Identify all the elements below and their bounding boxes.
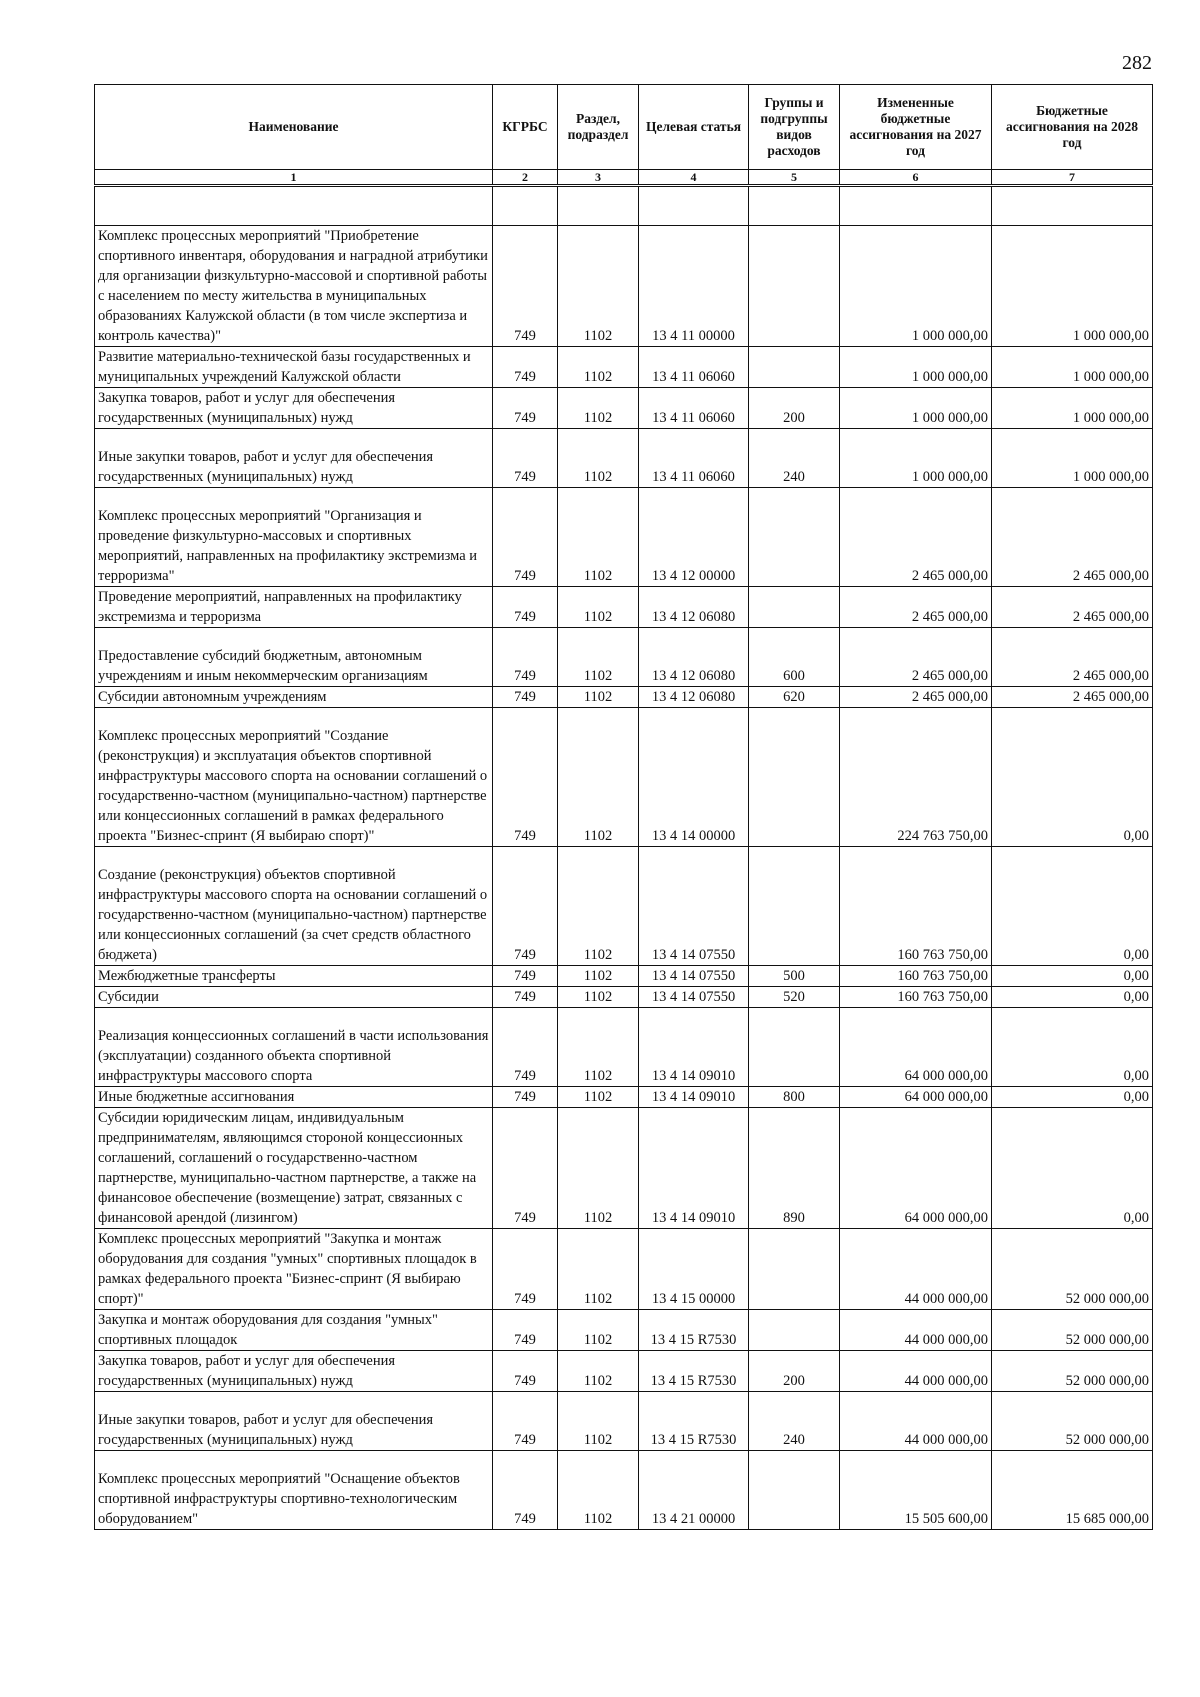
row-amount-2027: 1 000 000,00 [840,388,992,429]
row-group [749,1310,840,1351]
row-kgrbs: 749 [493,1310,558,1351]
row-kgrbs: 749 [493,429,558,488]
row-name: Закупка товаров, работ и услуг для обеспечения государственных (муниципальных) нужд [95,388,493,429]
row-amount-2028: 0,00 [992,987,1153,1008]
row-kgrbs: 749 [493,1108,558,1229]
row-group [749,226,840,347]
row-target: 13 4 14 07550 [639,847,749,966]
row-kgrbs: 749 [493,587,558,628]
row-section: 1102 [558,966,639,987]
table-body [95,186,1153,1530]
row-name: Предоставление субсидий бюджетным, автономным учреждениям и иным некоммерческим организациям [95,628,493,687]
row-amount-2027: 160 763 750,00 [840,847,992,966]
row-amount-2028: 0,00 [992,708,1153,847]
header-groups: Группы и подгруппы видов расходов [749,85,840,170]
row-target: 13 4 15 00000 [639,1229,749,1310]
row-amount-2028: 0,00 [992,1087,1153,1108]
row-amount-2028: 2 465 000,00 [992,587,1153,628]
row-section: 1102 [558,847,639,966]
row-amount-2027: 1 000 000,00 [840,226,992,347]
row-target: 13 4 12 06080 [639,587,749,628]
row-section: 1102 [558,226,639,347]
row-group [749,488,840,587]
row-amount-2028: 2 465 000,00 [992,628,1153,687]
row-amount-2027: 1 000 000,00 [840,347,992,388]
row-amount-2028: 0,00 [992,966,1153,987]
row-target: 13 4 14 07550 [639,987,749,1008]
row-section: 1102 [558,1108,639,1229]
row-target: 13 4 11 00000 [639,226,749,347]
row-amount-2028: 2 465 000,00 [992,687,1153,708]
table-row [95,628,1153,687]
row-kgrbs: 749 [493,1008,558,1087]
row-name: Субсидии [95,987,493,1008]
row-section: 1102 [558,1310,639,1351]
row-amount-2027: 44 000 000,00 [840,1229,992,1310]
row-name: Развитие материально-технической базы государственных и муниципальных учреждений Калужской области [95,347,493,388]
column-number-row [95,170,1153,186]
row-group: 200 [749,388,840,429]
table-row [95,1108,1153,1229]
row-group: 240 [749,429,840,488]
row-section: 1102 [558,429,639,488]
table-row [95,1310,1153,1351]
row-amount-2027: 2 465 000,00 [840,628,992,687]
row-amount-2027: 1 000 000,00 [840,429,992,488]
column-number: 7 [992,170,1153,186]
table-row [95,987,1153,1008]
row-name: Межбюджетные трансферты [95,966,493,987]
row-amount-2027: 2 465 000,00 [840,687,992,708]
row-amount-2028: 52 000 000,00 [992,1392,1153,1451]
row-kgrbs: 749 [493,1451,558,1530]
row-name: Субсидии юридическим лицам, индивидуальным предпринимателям, являющимся стороной концессионных соглашений, соглашений о государственно-частном партнерстве, муниципально-частном партнерстве, а также на финансовое обеспечение (возмещение) затрат, связанных с финансовой арендой (лизингом) [95,1108,493,1229]
row-amount-2027: 44 000 000,00 [840,1392,992,1451]
row-amount-2028: 2 465 000,00 [992,488,1153,587]
row-kgrbs: 749 [493,1351,558,1392]
row-name: Реализация концессионных соглашений в части использования (эксплуатации) созданного объекта спортивной инфраструктуры массового спорта [95,1008,493,1087]
budget-table [94,84,1153,1530]
row-kgrbs: 749 [493,388,558,429]
row-target: 13 4 21 00000 [639,1451,749,1530]
row-amount-2028: 52 000 000,00 [992,1229,1153,1310]
row-amount-2028: 1 000 000,00 [992,388,1153,429]
row-kgrbs: 749 [493,987,558,1008]
row-amount-2027: 64 000 000,00 [840,1008,992,1087]
row-kgrbs: 749 [493,708,558,847]
column-number: 1 [95,170,493,186]
row-group [749,708,840,847]
row-kgrbs: 749 [493,226,558,347]
row-amount-2028: 52 000 000,00 [992,1310,1153,1351]
row-amount-2027: 224 763 750,00 [840,708,992,847]
row-amount-2027: 64 000 000,00 [840,1108,992,1229]
row-group: 240 [749,1392,840,1451]
row-section: 1102 [558,708,639,847]
table-row [95,347,1153,388]
row-name: Комплекс процессных мероприятий "Приобретение спортивного инвентаря, оборудования и наградной атрибутики для организации физкультурно-массовой и спортивной работы с населением по месту жительства в муниципальных образованиях Калужской области (в том числе экспертиза и контроль качества)" [95,226,493,347]
row-section: 1102 [558,1008,639,1087]
row-target: 13 4 11 06060 [639,429,749,488]
row-section: 1102 [558,1087,639,1108]
row-amount-2028: 15 685 000,00 [992,1451,1153,1530]
row-name: Иные закупки товаров, работ и услуг для обеспечения государственных (муниципальных) нужд [95,429,493,488]
row-section: 1102 [558,628,639,687]
column-number: 2 [493,170,558,186]
row-target: 13 4 15 R7530 [639,1310,749,1351]
row-group: 600 [749,628,840,687]
row-group [749,347,840,388]
header-changed-2027: Измененные бюджетные ассигнования на 2027 год [840,85,992,170]
row-section: 1102 [558,347,639,388]
row-kgrbs: 749 [493,488,558,587]
row-group [749,847,840,966]
row-target: 13 4 14 09010 [639,1087,749,1108]
row-group [749,587,840,628]
row-section: 1102 [558,388,639,429]
table-row [95,587,1153,628]
row-group [749,1229,840,1310]
row-amount-2028: 1 000 000,00 [992,347,1153,388]
row-target: 13 4 15 R7530 [639,1392,749,1451]
table-row [95,488,1153,587]
header-name: Наименование [95,85,493,170]
row-kgrbs: 749 [493,628,558,687]
row-amount-2028: 52 000 000,00 [992,1351,1153,1392]
row-amount-2027: 44 000 000,00 [840,1351,992,1392]
page-number: 282 [1122,52,1152,74]
column-number: 4 [639,170,749,186]
row-target: 13 4 12 06080 [639,628,749,687]
row-name: Проведение мероприятий, направленных на профилактику экстремизма и терроризма [95,587,493,628]
row-section: 1102 [558,1392,639,1451]
row-name: Комплекс процессных мероприятий "Оснащение объектов спортивной инфраструктуры спортивно-технологическим оборудованием" [95,1451,493,1530]
table-row [95,687,1153,708]
header-budget-2028: Бюджетные ассигнования на 2028 год [992,85,1153,170]
row-name: Иные бюджетные ассигнования [95,1087,493,1108]
row-name: Субсидии автономным учреждениям [95,687,493,708]
row-kgrbs: 749 [493,687,558,708]
table-row [95,1008,1153,1087]
row-section: 1102 [558,488,639,587]
row-group: 800 [749,1087,840,1108]
table-row [95,388,1153,429]
row-group: 520 [749,987,840,1008]
column-number: 6 [840,170,992,186]
row-section: 1102 [558,1229,639,1310]
row-name: Закупка товаров, работ и услуг для обеспечения государственных (муниципальных) нужд [95,1351,493,1392]
table-row [95,1392,1153,1451]
row-group: 500 [749,966,840,987]
row-target: 13 4 14 07550 [639,966,749,987]
row-kgrbs: 749 [493,847,558,966]
row-amount-2027: 15 505 600,00 [840,1451,992,1530]
table-row [95,708,1153,847]
row-name: Закупка и монтаж оборудования для создания "умных" спортивных площадок [95,1310,493,1351]
table-row [95,1451,1153,1530]
row-amount-2027: 2 465 000,00 [840,587,992,628]
header-kgrbs: КГРБС [493,85,558,170]
row-target: 13 4 11 06060 [639,388,749,429]
row-amount-2028: 0,00 [992,1008,1153,1087]
row-amount-2028: 0,00 [992,1108,1153,1229]
row-target: 13 4 14 00000 [639,708,749,847]
column-number: 3 [558,170,639,186]
row-name: Комплекс процессных мероприятий "Создание (реконструкция) и эксплуатация объектов спортивной инфраструктуры массового спорта на основании соглашений о государственно-частном (муниципально-частном) партнерстве или концессионных соглашений в рамках федерального проекта "Бизнес-спринт (Я выбираю спорт)" [95,708,493,847]
row-group: 200 [749,1351,840,1392]
column-number: 5 [749,170,840,186]
row-section: 1102 [558,1351,639,1392]
row-group [749,1451,840,1530]
header-section: Раздел, подраздел [558,85,639,170]
row-amount-2027: 2 465 000,00 [840,488,992,587]
row-amount-2027: 160 763 750,00 [840,966,992,987]
row-section: 1102 [558,987,639,1008]
row-kgrbs: 749 [493,1392,558,1451]
row-name: Комплекс процессных мероприятий "Организация и проведение физкультурно-массовых и спортивных мероприятий, направленных на профилактику экстремизма и терроризма" [95,488,493,587]
row-section: 1102 [558,587,639,628]
row-kgrbs: 749 [493,1087,558,1108]
row-name: Иные закупки товаров, работ и услуг для обеспечения государственных (муниципальных) нужд [95,1392,493,1451]
row-kgrbs: 749 [493,1229,558,1310]
row-group: 620 [749,687,840,708]
table-row [95,966,1153,987]
row-kgrbs: 749 [493,347,558,388]
row-target: 13 4 15 R7530 [639,1351,749,1392]
table-row [95,1087,1153,1108]
row-name: Создание (реконструкция) объектов спортивной инфраструктуры массового спорта на основании соглашений о государственно-частном (муниципально-частном) партнерстве или концессионных соглашений (за счет средств областного бюджета) [95,847,493,966]
table-row [95,1229,1153,1310]
table-row [95,847,1153,966]
row-section: 1102 [558,687,639,708]
table-row [95,1351,1153,1392]
spacer-row [95,186,1153,226]
row-group [749,1008,840,1087]
row-kgrbs: 749 [493,966,558,987]
row-group: 890 [749,1108,840,1229]
row-target: 13 4 14 09010 [639,1108,749,1229]
table-row [95,429,1153,488]
row-target: 13 4 11 06060 [639,347,749,388]
row-amount-2028: 1 000 000,00 [992,226,1153,347]
header-row [95,85,1153,170]
row-target: 13 4 12 06080 [639,687,749,708]
header-target: Целевая статья [639,85,749,170]
row-name: Комплекс процессных мероприятий "Закупка и монтаж оборудования для создания "умных" спортивных площадок в рамках федерального проекта "Бизнес-спринт (Я выбираю спорт)" [95,1229,493,1310]
row-section: 1102 [558,1451,639,1530]
row-target: 13 4 12 00000 [639,488,749,587]
row-amount-2028: 1 000 000,00 [992,429,1153,488]
row-amount-2028: 0,00 [992,847,1153,966]
row-amount-2027: 44 000 000,00 [840,1310,992,1351]
row-amount-2027: 64 000 000,00 [840,1087,992,1108]
row-target: 13 4 14 09010 [639,1008,749,1087]
table-row [95,226,1153,347]
row-amount-2027: 160 763 750,00 [840,987,992,1008]
